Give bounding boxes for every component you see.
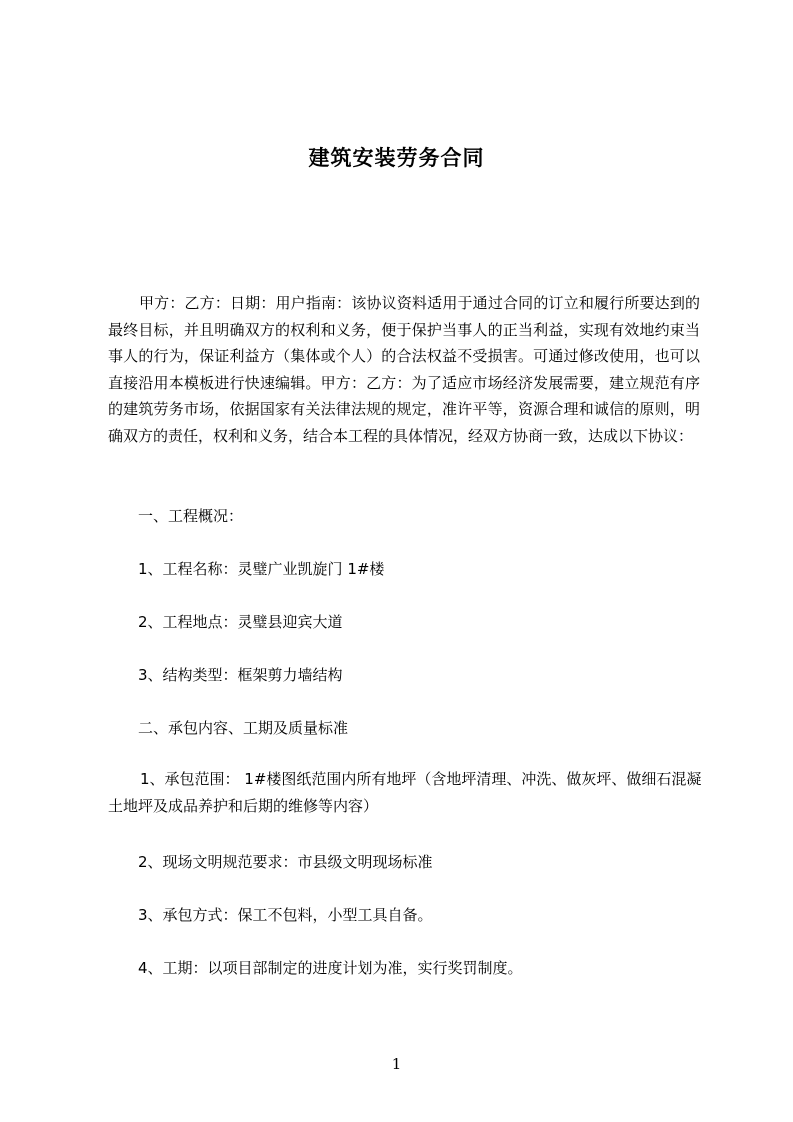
intro-paragraph: 甲方：乙方：日期：用户指南：该协议资料适用于通过合同的订立和履行所要达到的最终目标，并且明确双方的权利和义务，便于保护当事人的正当利益，实现有效地约束当事人的行为，保证利益方（集体或个人）的合法权益不受损害。可通过修改使用，也可以直接沿用本模板进行快速编辑。甲方：乙方：为了适应市场经济发展需要，建立规范有序的建筑劳务市场，依据国家有关法律法规的规定，准许平等，资源合理和诚信的原则，明确双方的责任，权利和义务，结合本工程的具体情况，经双方协商一致，达成以下协议： — [108, 294, 700, 445]
contract-scope: 1、承包范围： 1#楼图纸范围内所有地坪（含地坪清理、冲洗、做灰坪、做细石混凝土地坪及成品养护和后期的维修等内容） — [108, 770, 702, 815]
contract-method: 3、承包方式：保工不包料，小型工具自备。 — [138, 906, 433, 924]
site-standard: 2、现场文明规范要求：市县级文明现场标准 — [138, 853, 433, 871]
section-heading-scope: 二、承包内容、工期及质量标准 — [138, 719, 349, 737]
project-location: 2、工程地点：灵璧县迎宾大道 — [138, 613, 343, 631]
structure-type: 3、结构类型：框架剪力墙结构 — [138, 666, 343, 684]
section-heading-overview: 一、工程概况： — [138, 507, 244, 525]
project-name: 1、工程名称：灵璧广业凯旋门 1#楼 — [138, 560, 385, 578]
document-title: 建筑安装劳务合同 — [308, 146, 485, 170]
construction-period: 4、工期：以项目部制定的进度计划为准，实行奖罚制度。 — [138, 959, 523, 977]
page-number: 1 — [391, 1055, 402, 1073]
